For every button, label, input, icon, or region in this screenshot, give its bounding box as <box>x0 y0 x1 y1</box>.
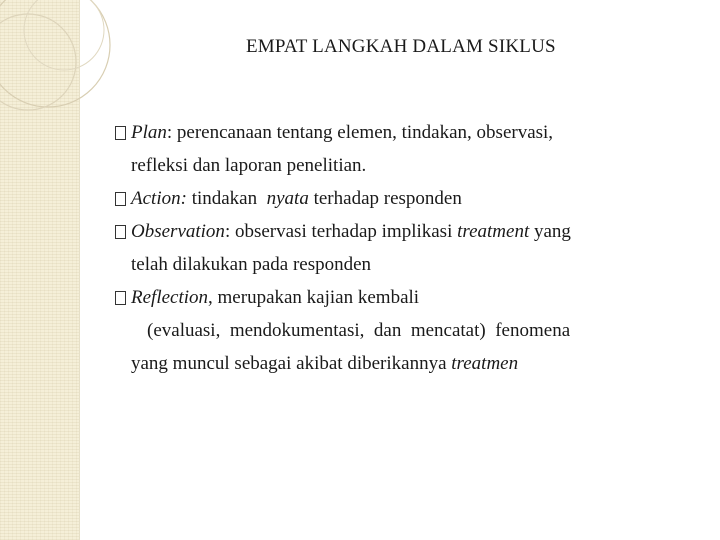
bullet-text: : perencanaan tentang elemen, tindakan, observasi, <box>166 122 554 143</box>
bullet-text: yang muncul sebagai akibat diberikannya <box>131 353 452 374</box>
bullet-line <box>131 215 687 248</box>
bullet-text: yang <box>529 221 571 242</box>
term-reflection: Reflection <box>131 287 209 308</box>
emphasis-word: treatment <box>457 221 530 242</box>
bullet-text: : observasi terhadap implikasi <box>224 221 458 242</box>
term-action: Action: <box>131 188 187 209</box>
bullet-item-action <box>114 182 687 215</box>
emphasis-word: treatmen <box>451 353 519 374</box>
bullet-box-icon <box>115 192 126 206</box>
bullet-text: terhadap responden <box>308 188 462 209</box>
bullet-box-icon <box>115 291 126 305</box>
emphasis-word: nyata <box>266 188 309 209</box>
slide-title: EMPAT LANGKAH DALAM SIKLUS <box>246 36 556 57</box>
bullet-line: (evaluasi, mendokumentasi, dan mencatat) fenomena <box>147 320 571 341</box>
bullet-text: , merupakan kajian kembali <box>208 287 420 308</box>
bullet-line <box>131 347 687 380</box>
bullet-item-plan <box>114 116 687 182</box>
bullet-box-icon <box>115 225 126 239</box>
bullet-text: tindakan <box>186 188 267 209</box>
bullet-box-icon <box>115 126 126 140</box>
decorative-ring-outer <box>0 0 110 107</box>
term-observation: Observation <box>131 221 225 242</box>
bullet-line: telah dilakukan pada responden <box>131 254 372 275</box>
bullet-list <box>114 116 687 380</box>
bullet-line <box>131 281 687 314</box>
term-plan: Plan <box>131 122 167 143</box>
bullet-item-reflection <box>114 281 687 380</box>
bullet-line: refleksi dan laporan penelitian. <box>131 155 367 176</box>
decorative-rings <box>0 0 120 160</box>
bullet-line <box>131 182 687 215</box>
bullet-line <box>131 116 687 149</box>
bullet-item-observation <box>114 215 687 281</box>
decorative-ring-inner <box>24 0 104 70</box>
